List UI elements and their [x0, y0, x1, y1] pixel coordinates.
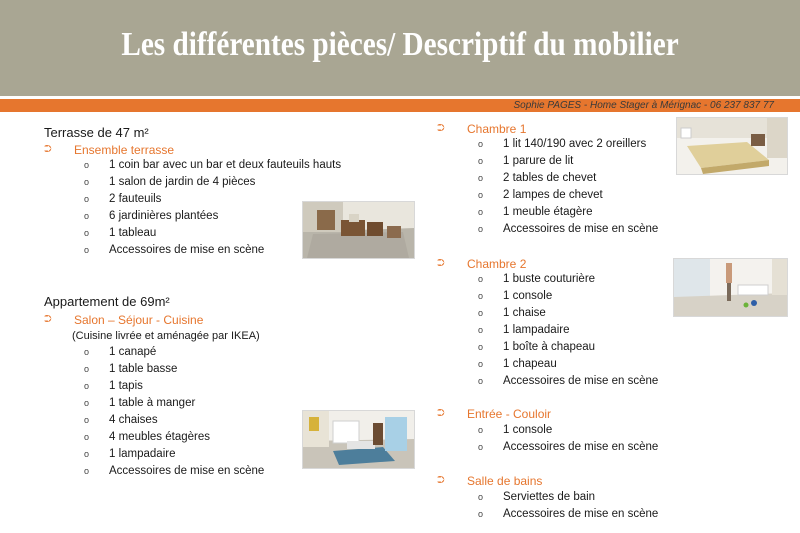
list-item: o Accessoires de mise en scène [503, 373, 658, 390]
orange-arrow-bullet-icon: ⮊ [437, 475, 445, 486]
section-entree-couloir [437, 407, 552, 421]
list-item: o 1 chaise [503, 305, 658, 322]
hollow-circle-bullet-icon: o [478, 190, 484, 200]
list-item: o Accessoires de mise en scène [503, 506, 658, 523]
orange-arrow-bullet-icon: ⮊ [44, 144, 52, 155]
list-item: o 1 boîte à chapeau [503, 339, 658, 356]
section-ensemble-terrasse [44, 143, 175, 157]
hollow-circle-bullet-icon: o [478, 376, 484, 386]
list-item: o Accessoires de mise en scène [109, 463, 264, 480]
hollow-circle-bullet-icon: o [478, 224, 484, 234]
list-item: o Serviettes de bain [503, 489, 658, 506]
terrasse-heading: Terrasse de 47 m² [44, 125, 149, 140]
list-item: o 4 meubles étagères [109, 429, 264, 446]
terrasse-render-image [302, 201, 415, 259]
orange-arrow-bullet-icon: ⮊ [437, 123, 445, 134]
hollow-circle-bullet-icon: o [478, 442, 484, 452]
hollow-circle-bullet-icon: o [84, 194, 90, 204]
hollow-circle-bullet-icon: o [478, 156, 484, 166]
hollow-circle-bullet-icon: o [84, 177, 90, 187]
list-item: o 1 canapé [109, 344, 264, 361]
list-item: o 1 parure de lit [503, 153, 658, 170]
credit-line: Sophie PAGES - Home Stager à Mérignac - 06 237 837 77 [513, 100, 774, 111]
list-item: o 1 lit 140/190 avec 2 oreillers [503, 136, 658, 153]
orange-arrow-bullet-icon: ⮊ [437, 408, 445, 419]
hollow-circle-bullet-icon: o [84, 245, 90, 255]
list-item: o 1 lampadaire [503, 322, 658, 339]
hollow-circle-bullet-icon: o [84, 415, 90, 425]
list-item: o 2 fauteuils [109, 191, 341, 208]
list-item: o 2 lampes de chevet [503, 187, 658, 204]
section-label: Chambre 1 [467, 122, 527, 136]
hollow-circle-bullet-icon: o [478, 359, 484, 369]
appartement-heading: Appartement de 69m² [44, 294, 170, 309]
section-chambre-1 [437, 122, 527, 136]
hollow-circle-bullet-icon: o [84, 449, 90, 459]
hollow-circle-bullet-icon: o [84, 211, 90, 221]
appartement-list [84, 344, 265, 480]
list-item: o 1 lampadaire [109, 446, 264, 463]
list-item: o 1 buste couturière [503, 271, 658, 288]
section-chambre-2 [437, 257, 527, 271]
sdb-list [478, 489, 659, 523]
list-item: o Accessoires de mise en scène [503, 221, 658, 238]
hollow-circle-bullet-icon: o [478, 425, 484, 435]
page-title: Les différentes pièces/ Descriptif du mobilier [121, 26, 679, 63]
section-label: Chambre 2 [467, 257, 527, 271]
list-item: o 1 salon de jardin de 4 pièces [109, 174, 341, 191]
hollow-circle-bullet-icon: o [478, 308, 484, 318]
hollow-circle-bullet-icon: o [84, 347, 90, 357]
list-item: o 2 tables de chevet [503, 170, 658, 187]
hollow-circle-bullet-icon: o [84, 228, 90, 238]
orange-arrow-bullet-icon: ⮊ [437, 258, 445, 269]
salon-render-image [302, 410, 415, 469]
kitchen-note: (Cuisine livrée et aménagée par IKEA) [72, 330, 260, 342]
hollow-circle-bullet-icon: o [478, 207, 484, 217]
list-item: o 4 chaises [109, 412, 264, 429]
hollow-circle-bullet-icon: o [84, 466, 90, 476]
hollow-circle-bullet-icon: o [84, 381, 90, 391]
hollow-circle-bullet-icon: o [478, 509, 484, 519]
list-item: o 1 coin bar avec un bar et deux fauteuils hauts [109, 157, 341, 174]
list-item: o 1 chapeau [503, 356, 658, 373]
list-item: o 1 tapis [109, 378, 264, 395]
section-label: Salon – Séjour - Cuisine [74, 313, 204, 327]
list-item: o 1 table à manger [109, 395, 264, 412]
section-label: Salle de bains [467, 474, 543, 488]
hollow-circle-bullet-icon: o [84, 432, 90, 442]
chambre1-render-image [676, 117, 788, 175]
chambre1-list [478, 136, 659, 238]
hollow-circle-bullet-icon: o [478, 291, 484, 301]
chambre2-list [478, 271, 659, 390]
list-item: o Accessoires de mise en scène [109, 242, 341, 259]
section-salle-de-bains [437, 474, 543, 488]
hollow-circle-bullet-icon: o [84, 398, 90, 408]
list-item: o 1 tableau [109, 225, 341, 242]
hollow-circle-bullet-icon: o [478, 492, 484, 502]
list-item: o 1 meuble étagère [503, 204, 658, 221]
hollow-circle-bullet-icon: o [478, 325, 484, 335]
list-item: o 1 console [503, 422, 658, 439]
hollow-circle-bullet-icon: o [478, 139, 484, 149]
section-label: Entrée - Couloir [467, 407, 552, 421]
hollow-circle-bullet-icon: o [84, 160, 90, 170]
list-item: o 1 table basse [109, 361, 264, 378]
list-item: o 6 jardinières plantées [109, 208, 341, 225]
hollow-circle-bullet-icon: o [478, 173, 484, 183]
hollow-circle-bullet-icon: o [84, 364, 90, 374]
chambre2-render-image [673, 258, 788, 317]
hollow-circle-bullet-icon: o [478, 274, 484, 284]
section-label: Ensemble terrasse [74, 143, 175, 157]
list-item: o 1 console [503, 288, 658, 305]
list-item: o Accessoires de mise en scène [503, 439, 658, 456]
section-salon-sejour-cuisine [44, 313, 204, 327]
hollow-circle-bullet-icon: o [478, 342, 484, 352]
orange-arrow-bullet-icon: ⮊ [44, 314, 52, 325]
entree-list [478, 422, 659, 456]
